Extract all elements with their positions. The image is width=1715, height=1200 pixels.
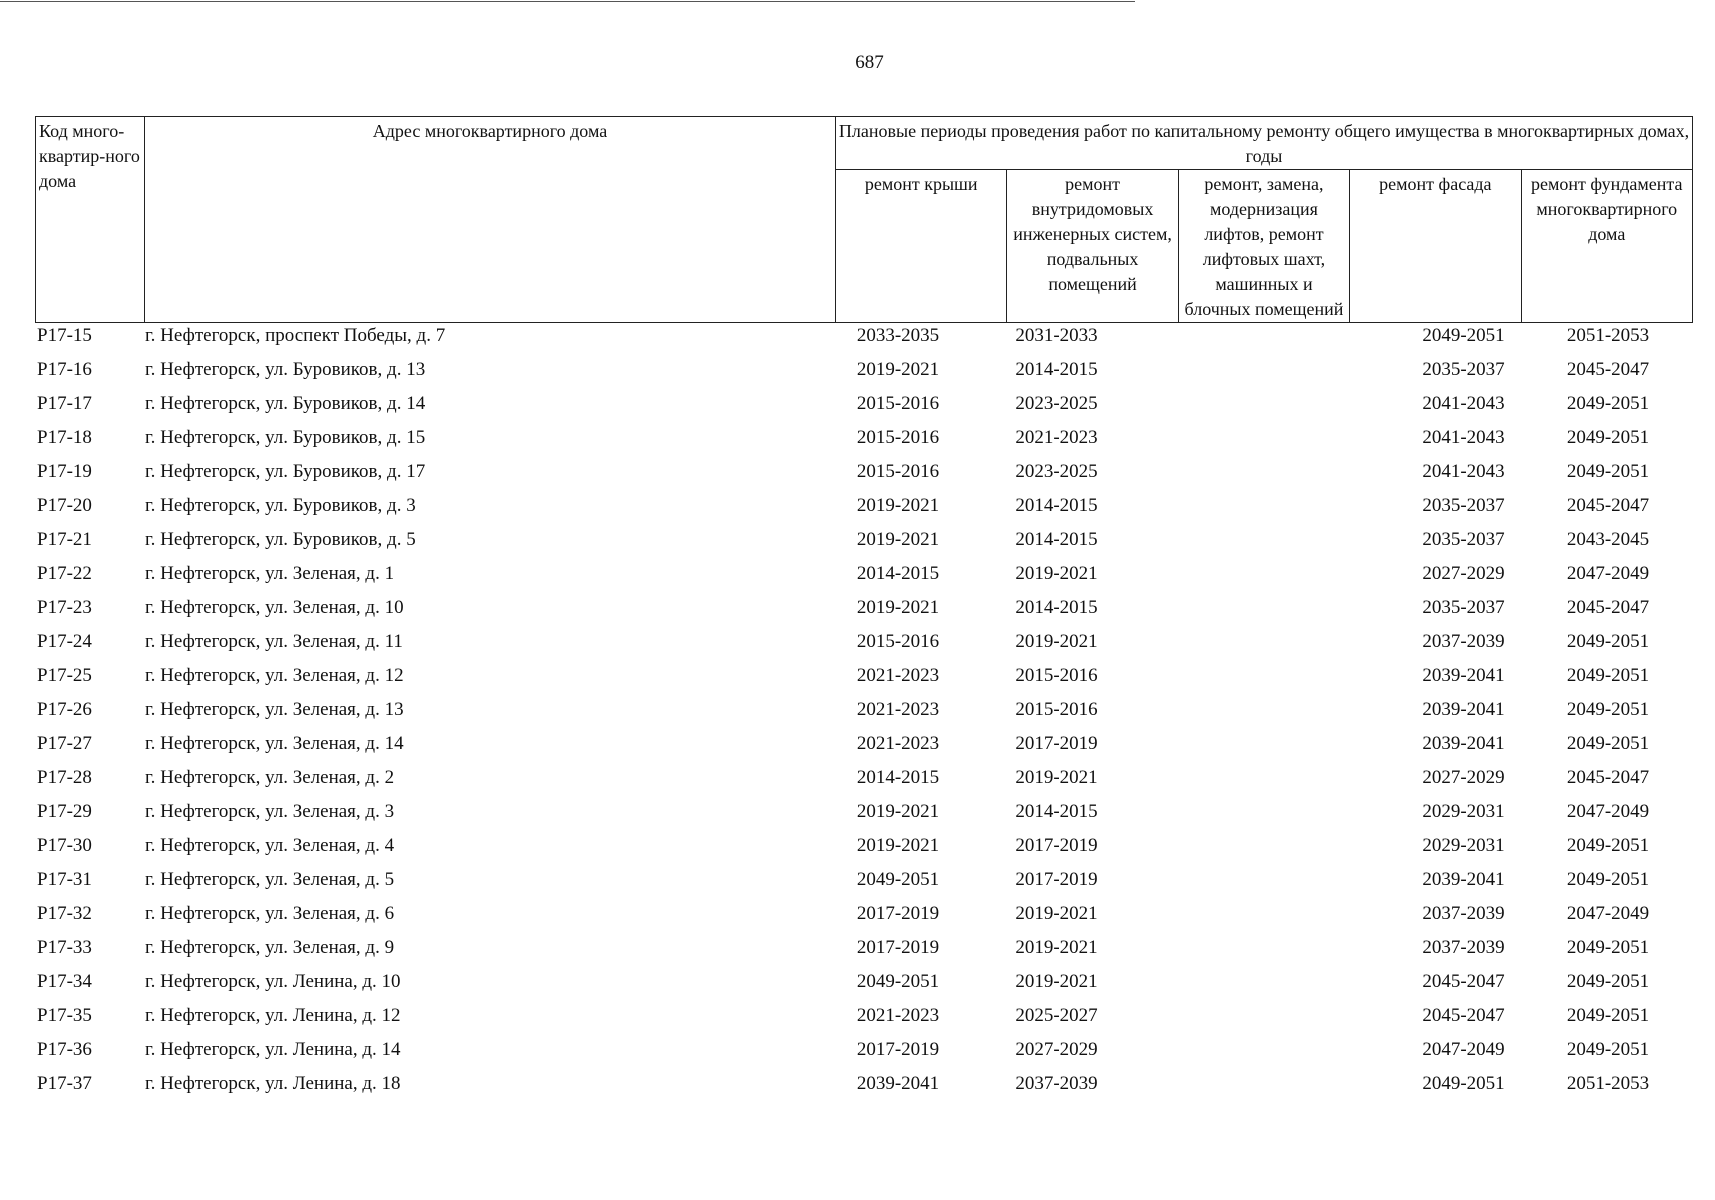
cell-foundation: 2049-2051	[1566, 733, 1650, 754]
table-row	[35, 663, 1693, 697]
cell-engineering: 2019-2021	[1015, 767, 1098, 788]
cell-engineering: 2019-2021	[1015, 937, 1098, 958]
cell-foundation: 2049-2051	[1566, 1005, 1650, 1026]
cell-foundation: 2049-2051	[1566, 665, 1650, 686]
cell-engineering: 2019-2021	[1015, 563, 1098, 584]
cell-facade: 2045-2047	[1422, 1005, 1505, 1026]
cell-roof: 2049-2051	[856, 971, 940, 992]
cell-roof: 2021-2023	[856, 665, 940, 686]
cell-foundation: 2049-2051	[1566, 427, 1650, 448]
table-row	[35, 901, 1693, 935]
cell-code: P17-28	[37, 767, 92, 788]
repair-schedule-table	[35, 116, 1693, 1105]
cell-engineering: 2017-2019	[1015, 733, 1098, 754]
cell-facade: 2039-2041	[1422, 869, 1505, 890]
cell-roof: 2017-2019	[856, 1039, 940, 1060]
table-row	[35, 391, 1693, 425]
cell-foundation: 2049-2051	[1566, 835, 1650, 856]
cell-roof: 2021-2023	[856, 1005, 940, 1026]
cell-engineering: 2019-2021	[1015, 631, 1098, 652]
cell-foundation: 2049-2051	[1566, 937, 1650, 958]
cell-address: г. Нефтегорск, ул. Буровиков, д. 13	[145, 359, 426, 380]
cell-code: P17-30	[37, 835, 92, 856]
cell-roof: 2015-2016	[856, 631, 940, 652]
cell-address: г. Нефтегорск, ул. Зеленая, д. 6	[145, 903, 395, 924]
cell-facade: 2041-2043	[1422, 393, 1505, 414]
table-body	[35, 323, 1693, 1105]
header-roof: ремонт крыши	[836, 170, 1007, 323]
cell-roof: 2049-2051	[856, 869, 940, 890]
table-row	[35, 833, 1693, 867]
cell-engineering: 2014-2015	[1015, 529, 1098, 550]
cell-code: P17-19	[37, 461, 92, 482]
cell-address: г. Нефтегорск, ул. Буровиков, д. 5	[145, 529, 416, 550]
table-row	[35, 357, 1693, 391]
cell-engineering: 2023-2025	[1015, 393, 1098, 414]
table-row	[35, 697, 1693, 731]
cell-code: P17-17	[37, 393, 92, 414]
cell-address: г. Нефтегорск, ул. Зеленая, д. 11	[145, 631, 403, 652]
cell-roof: 2017-2019	[856, 937, 940, 958]
cell-facade: 2039-2041	[1422, 733, 1505, 754]
cell-address: г. Нефтегорск, ул. Зеленая, д. 13	[145, 699, 404, 720]
cell-code: P17-22	[37, 563, 92, 584]
cell-roof: 2033-2035	[856, 325, 940, 346]
cell-address: г. Нефтегорск, ул. Ленина, д. 18	[145, 1073, 401, 1094]
table-header	[35, 116, 1693, 323]
cell-code: P17-27	[37, 733, 92, 754]
cell-address: г. Нефтегорск, ул. Зеленая, д. 10	[145, 597, 404, 618]
table-row	[35, 731, 1693, 765]
cell-facade: 2039-2041	[1422, 665, 1505, 686]
cell-code: P17-36	[37, 1039, 92, 1060]
cell-roof: 2019-2021	[856, 529, 940, 550]
cell-roof: 2017-2019	[856, 903, 940, 924]
cell-engineering: 2014-2015	[1015, 495, 1098, 516]
cell-facade: 2045-2047	[1422, 971, 1505, 992]
cell-facade: 2027-2029	[1422, 563, 1505, 584]
cell-code: P17-24	[37, 631, 92, 652]
cell-engineering: 2019-2021	[1015, 903, 1098, 924]
cell-address: г. Нефтегорск, ул. Зеленая, д. 3	[145, 801, 395, 822]
top-rule	[0, 1, 1135, 2]
cell-engineering: 2017-2019	[1015, 869, 1098, 890]
cell-facade: 2035-2037	[1422, 529, 1505, 550]
table-row	[35, 765, 1693, 799]
cell-code: P17-16	[37, 359, 92, 380]
cell-foundation: 2049-2051	[1566, 971, 1650, 992]
cell-facade: 2041-2043	[1422, 427, 1505, 448]
cell-address: г. Нефтегорск, ул. Ленина, д. 12	[145, 1005, 401, 1026]
table-row	[35, 1003, 1693, 1037]
cell-address: г. Нефтегорск, ул. Зеленая, д. 5	[145, 869, 395, 890]
cell-facade: 2027-2029	[1422, 767, 1505, 788]
cell-address: г. Нефтегорск, ул. Зеленая, д. 1	[145, 563, 395, 584]
cell-code: P17-20	[37, 495, 92, 516]
cell-facade: 2049-2051	[1422, 1073, 1505, 1094]
cell-code: P17-21	[37, 529, 92, 550]
cell-foundation: 2045-2047	[1566, 597, 1650, 618]
cell-code: P17-31	[37, 869, 92, 890]
cell-address: г. Нефтегорск, ул. Буровиков, д. 14	[145, 393, 426, 414]
cell-foundation: 2043-2045	[1566, 529, 1650, 550]
cell-facade: 2037-2039	[1422, 937, 1505, 958]
cell-foundation: 2047-2049	[1566, 801, 1650, 822]
cell-engineering: 2019-2021	[1015, 971, 1098, 992]
cell-roof: 2019-2021	[856, 359, 940, 380]
header-facade: ремонт фасада	[1350, 170, 1521, 323]
table-row	[35, 595, 1693, 629]
cell-roof: 2021-2023	[856, 699, 940, 720]
cell-address: г. Нефтегорск, ул. Буровиков, д. 3	[145, 495, 416, 516]
cell-address: г. Нефтегорск, ул. Буровиков, д. 17	[145, 461, 426, 482]
cell-foundation: 2049-2051	[1566, 869, 1650, 890]
cell-roof: 2015-2016	[856, 427, 940, 448]
table-row	[35, 629, 1693, 663]
cell-engineering: 2023-2025	[1015, 461, 1098, 482]
cell-roof: 2015-2016	[856, 461, 940, 482]
cell-foundation: 2049-2051	[1566, 631, 1650, 652]
cell-roof: 2015-2016	[856, 393, 940, 414]
table-row	[35, 323, 1693, 357]
cell-facade: 2035-2037	[1422, 597, 1505, 618]
cell-foundation: 2051-2053	[1566, 1073, 1650, 1094]
cell-facade: 2035-2037	[1422, 495, 1505, 516]
cell-address: г. Нефтегорск, ул. Ленина, д. 10	[145, 971, 401, 992]
cell-foundation: 2049-2051	[1566, 393, 1650, 414]
table-row	[35, 493, 1693, 527]
cell-address: г. Нефтегорск, ул. Зеленая, д. 2	[145, 767, 395, 788]
table-row	[35, 935, 1693, 969]
cell-foundation: 2045-2047	[1566, 767, 1650, 788]
cell-engineering: 2015-2016	[1015, 665, 1098, 686]
cell-code: P17-23	[37, 597, 92, 618]
table-row	[35, 867, 1693, 901]
cell-facade: 2049-2051	[1422, 325, 1505, 346]
cell-roof: 2019-2021	[856, 835, 940, 856]
cell-engineering: 2015-2016	[1015, 699, 1098, 720]
cell-foundation: 2049-2051	[1566, 461, 1650, 482]
table-row	[35, 425, 1693, 459]
cell-engineering: 2017-2019	[1015, 835, 1098, 856]
table-row	[35, 459, 1693, 493]
cell-foundation: 2045-2047	[1566, 359, 1650, 380]
cell-code: P17-33	[37, 937, 92, 958]
cell-address: г. Нефтегорск, проспект Победы, д. 7	[145, 325, 446, 346]
cell-foundation: 2049-2051	[1566, 699, 1650, 720]
cell-facade: 2029-2031	[1422, 801, 1505, 822]
cell-engineering: 2025-2027	[1015, 1005, 1098, 1026]
cell-roof: 2019-2021	[856, 801, 940, 822]
cell-foundation: 2049-2051	[1566, 1039, 1650, 1060]
cell-code: P17-26	[37, 699, 92, 720]
table-row	[35, 799, 1693, 833]
cell-facade: 2035-2037	[1422, 359, 1505, 380]
table-row	[35, 1037, 1693, 1071]
cell-address: г. Нефтегорск, ул. Ленина, д. 14	[145, 1039, 401, 1060]
cell-facade: 2047-2049	[1422, 1039, 1505, 1060]
cell-address: г. Нефтегорск, ул. Буровиков, д. 15	[145, 427, 426, 448]
cell-address: г. Нефтегорск, ул. Зеленая, д. 14	[145, 733, 404, 754]
cell-code: P17-34	[37, 971, 92, 992]
table-row	[35, 527, 1693, 561]
header-address: Адрес многоквартирного дома	[145, 117, 836, 323]
cell-facade: 2039-2041	[1422, 699, 1505, 720]
cell-foundation: 2047-2049	[1566, 563, 1650, 584]
cell-facade: 2037-2039	[1422, 903, 1505, 924]
header-periods-title: Плановые периоды проведения работ по капитальному ремонту общего имущества в многоквартирных домах, годы	[836, 117, 1693, 170]
cell-roof: 2039-2041	[856, 1073, 940, 1094]
cell-code: P17-25	[37, 665, 92, 686]
cell-code: P17-37	[37, 1073, 92, 1094]
cell-engineering: 2027-2029	[1015, 1039, 1098, 1060]
cell-foundation: 2047-2049	[1566, 903, 1650, 924]
table-row	[35, 561, 1693, 595]
header-code: Код много-квартир-ного дома	[36, 117, 145, 323]
cell-code: P17-15	[37, 325, 92, 346]
table-row	[35, 969, 1693, 1003]
cell-roof: 2019-2021	[856, 495, 940, 516]
cell-code: P17-29	[37, 801, 92, 822]
cell-foundation: 2045-2047	[1566, 495, 1650, 516]
cell-address: г. Нефтегорск, ул. Зеленая, д. 4	[145, 835, 395, 856]
page-number: 687	[855, 52, 884, 73]
cell-code: P17-18	[37, 427, 92, 448]
cell-roof: 2019-2021	[856, 597, 940, 618]
cell-engineering: 2037-2039	[1015, 1073, 1098, 1094]
cell-address: г. Нефтегорск, ул. Зеленая, д. 9	[145, 937, 395, 958]
cell-engineering: 2021-2023	[1015, 427, 1098, 448]
table-row	[35, 1071, 1693, 1105]
cell-roof: 2014-2015	[856, 767, 940, 788]
cell-foundation: 2051-2053	[1566, 325, 1650, 346]
cell-facade: 2041-2043	[1422, 461, 1505, 482]
header-engineering: ремонт внутридомовых инженерных систем, подвальных помещений	[1007, 170, 1178, 323]
cell-engineering: 2031-2033	[1015, 325, 1098, 346]
cell-code: P17-32	[37, 903, 92, 924]
cell-engineering: 2014-2015	[1015, 359, 1098, 380]
cell-facade: 2029-2031	[1422, 835, 1505, 856]
cell-engineering: 2014-2015	[1015, 597, 1098, 618]
cell-roof: 2021-2023	[856, 733, 940, 754]
cell-facade: 2037-2039	[1422, 631, 1505, 652]
header-lifts: ремонт, замена, модернизация лифтов, ремонт лифтовых шахт, машинных и блочных помещений	[1178, 170, 1349, 323]
cell-engineering: 2014-2015	[1015, 801, 1098, 822]
cell-roof: 2014-2015	[856, 563, 940, 584]
cell-address: г. Нефтегорск, ул. Зеленая, д. 12	[145, 665, 404, 686]
cell-code: P17-35	[37, 1005, 92, 1026]
header-foundation: ремонт фундамента многоквартирного дома	[1521, 170, 1692, 323]
